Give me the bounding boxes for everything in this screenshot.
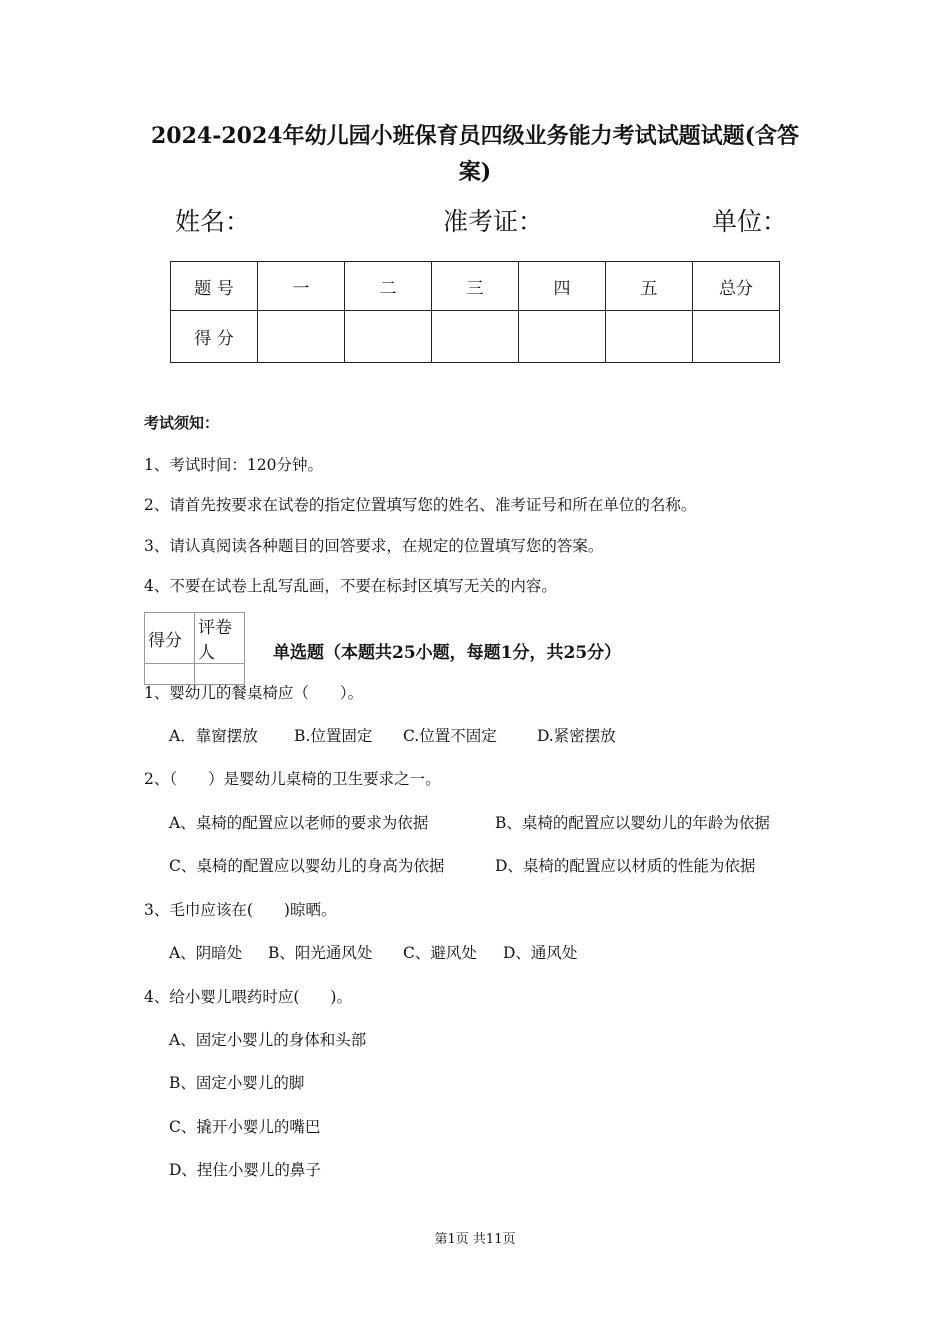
name-label: 姓名： bbox=[175, 207, 251, 236]
score-table bbox=[170, 261, 780, 363]
title-line-2: 案) bbox=[458, 159, 492, 185]
document-title bbox=[140, 118, 810, 190]
score-cell[interactable] bbox=[519, 311, 606, 363]
question-stem: 2、（ ）是婴幼儿桌椅的卫生要求之一。 bbox=[144, 770, 441, 788]
section-title: 单选题（本题共25小题，每题1分，共25分） bbox=[273, 643, 622, 663]
question-stem: 3、毛巾应该在( )晾晒。 bbox=[144, 901, 337, 919]
header-cell: 题 号 bbox=[171, 262, 258, 311]
header-cell: 二 bbox=[345, 262, 432, 311]
option: B、阳光通风处 bbox=[268, 944, 373, 962]
notice-item: 4、不要在试卷上乱写乱画，不要在标封区填写无关的内容。 bbox=[144, 577, 557, 595]
score-cell[interactable] bbox=[432, 311, 519, 363]
notice-item: 1、考试时间：120分钟。 bbox=[144, 456, 323, 474]
score-cell[interactable] bbox=[258, 311, 345, 363]
option: A、阴暗处 bbox=[169, 944, 243, 962]
option: D、捏住小婴儿的鼻子 bbox=[169, 1161, 321, 1179]
header-cell: 总分 bbox=[693, 262, 780, 311]
header-cell: 五 bbox=[606, 262, 693, 311]
score-cell[interactable] bbox=[693, 311, 780, 363]
option: A．靠窗摆放 bbox=[169, 727, 258, 745]
question-stem: 4、给小婴儿喂药时应( )。 bbox=[144, 988, 352, 1006]
header-cell: 四 bbox=[519, 262, 606, 311]
score-cell[interactable] bbox=[606, 311, 693, 363]
title-line-1: 2024-2024年幼儿园小班保育员四级业务能力考试试题试题(含答 bbox=[150, 123, 799, 149]
exam-id-label: 准考证： bbox=[443, 207, 544, 236]
score-row-label: 得 分 bbox=[171, 311, 258, 363]
option: D、桌椅的配置应以材质的性能为依据 bbox=[495, 857, 756, 875]
option: B、桌椅的配置应以婴幼儿的年龄为依据 bbox=[495, 814, 770, 832]
option: C、桌椅的配置应以婴幼儿的身高为依据 bbox=[169, 857, 445, 875]
header-cell: 一 bbox=[258, 262, 345, 311]
option: D、通风处 bbox=[503, 944, 578, 962]
option: A、固定小婴儿的身体和头部 bbox=[169, 1031, 367, 1049]
header-cell: 三 bbox=[432, 262, 519, 311]
option: B.位置固定 bbox=[294, 727, 373, 745]
option: C.位置不固定 bbox=[403, 727, 497, 745]
grader-score-label: 得分 bbox=[145, 613, 195, 664]
grader-box bbox=[144, 612, 245, 685]
option: D.紧密摆放 bbox=[537, 727, 616, 745]
option: A、桌椅的配置应以老师的要求为依据 bbox=[169, 814, 429, 832]
notice-item: 2、请首先按要求在试卷的指定位置填写您的姓名、准考证号和所在单位的名称。 bbox=[144, 496, 697, 514]
score-cell[interactable] bbox=[345, 311, 432, 363]
option: C、避风处 bbox=[403, 944, 477, 962]
option: B、固定小婴儿的脚 bbox=[169, 1074, 305, 1092]
page-footer: 第1页 共11页 bbox=[434, 1232, 516, 1247]
notice-title: 考试须知： bbox=[144, 414, 220, 432]
score-table-header-row bbox=[171, 262, 780, 311]
question-stem: 1、婴幼儿的餐桌椅应（ ）。 bbox=[144, 684, 364, 702]
option: C、撬开小婴儿的嘴巴 bbox=[169, 1118, 321, 1136]
grader-name-label: 评卷人 bbox=[195, 613, 245, 664]
unit-label: 单位： bbox=[712, 207, 788, 236]
score-table-score-row bbox=[171, 311, 780, 363]
notice-item: 3、请认真阅读各种题目的回答要求，在规定的位置填写您的答案。 bbox=[144, 537, 604, 555]
